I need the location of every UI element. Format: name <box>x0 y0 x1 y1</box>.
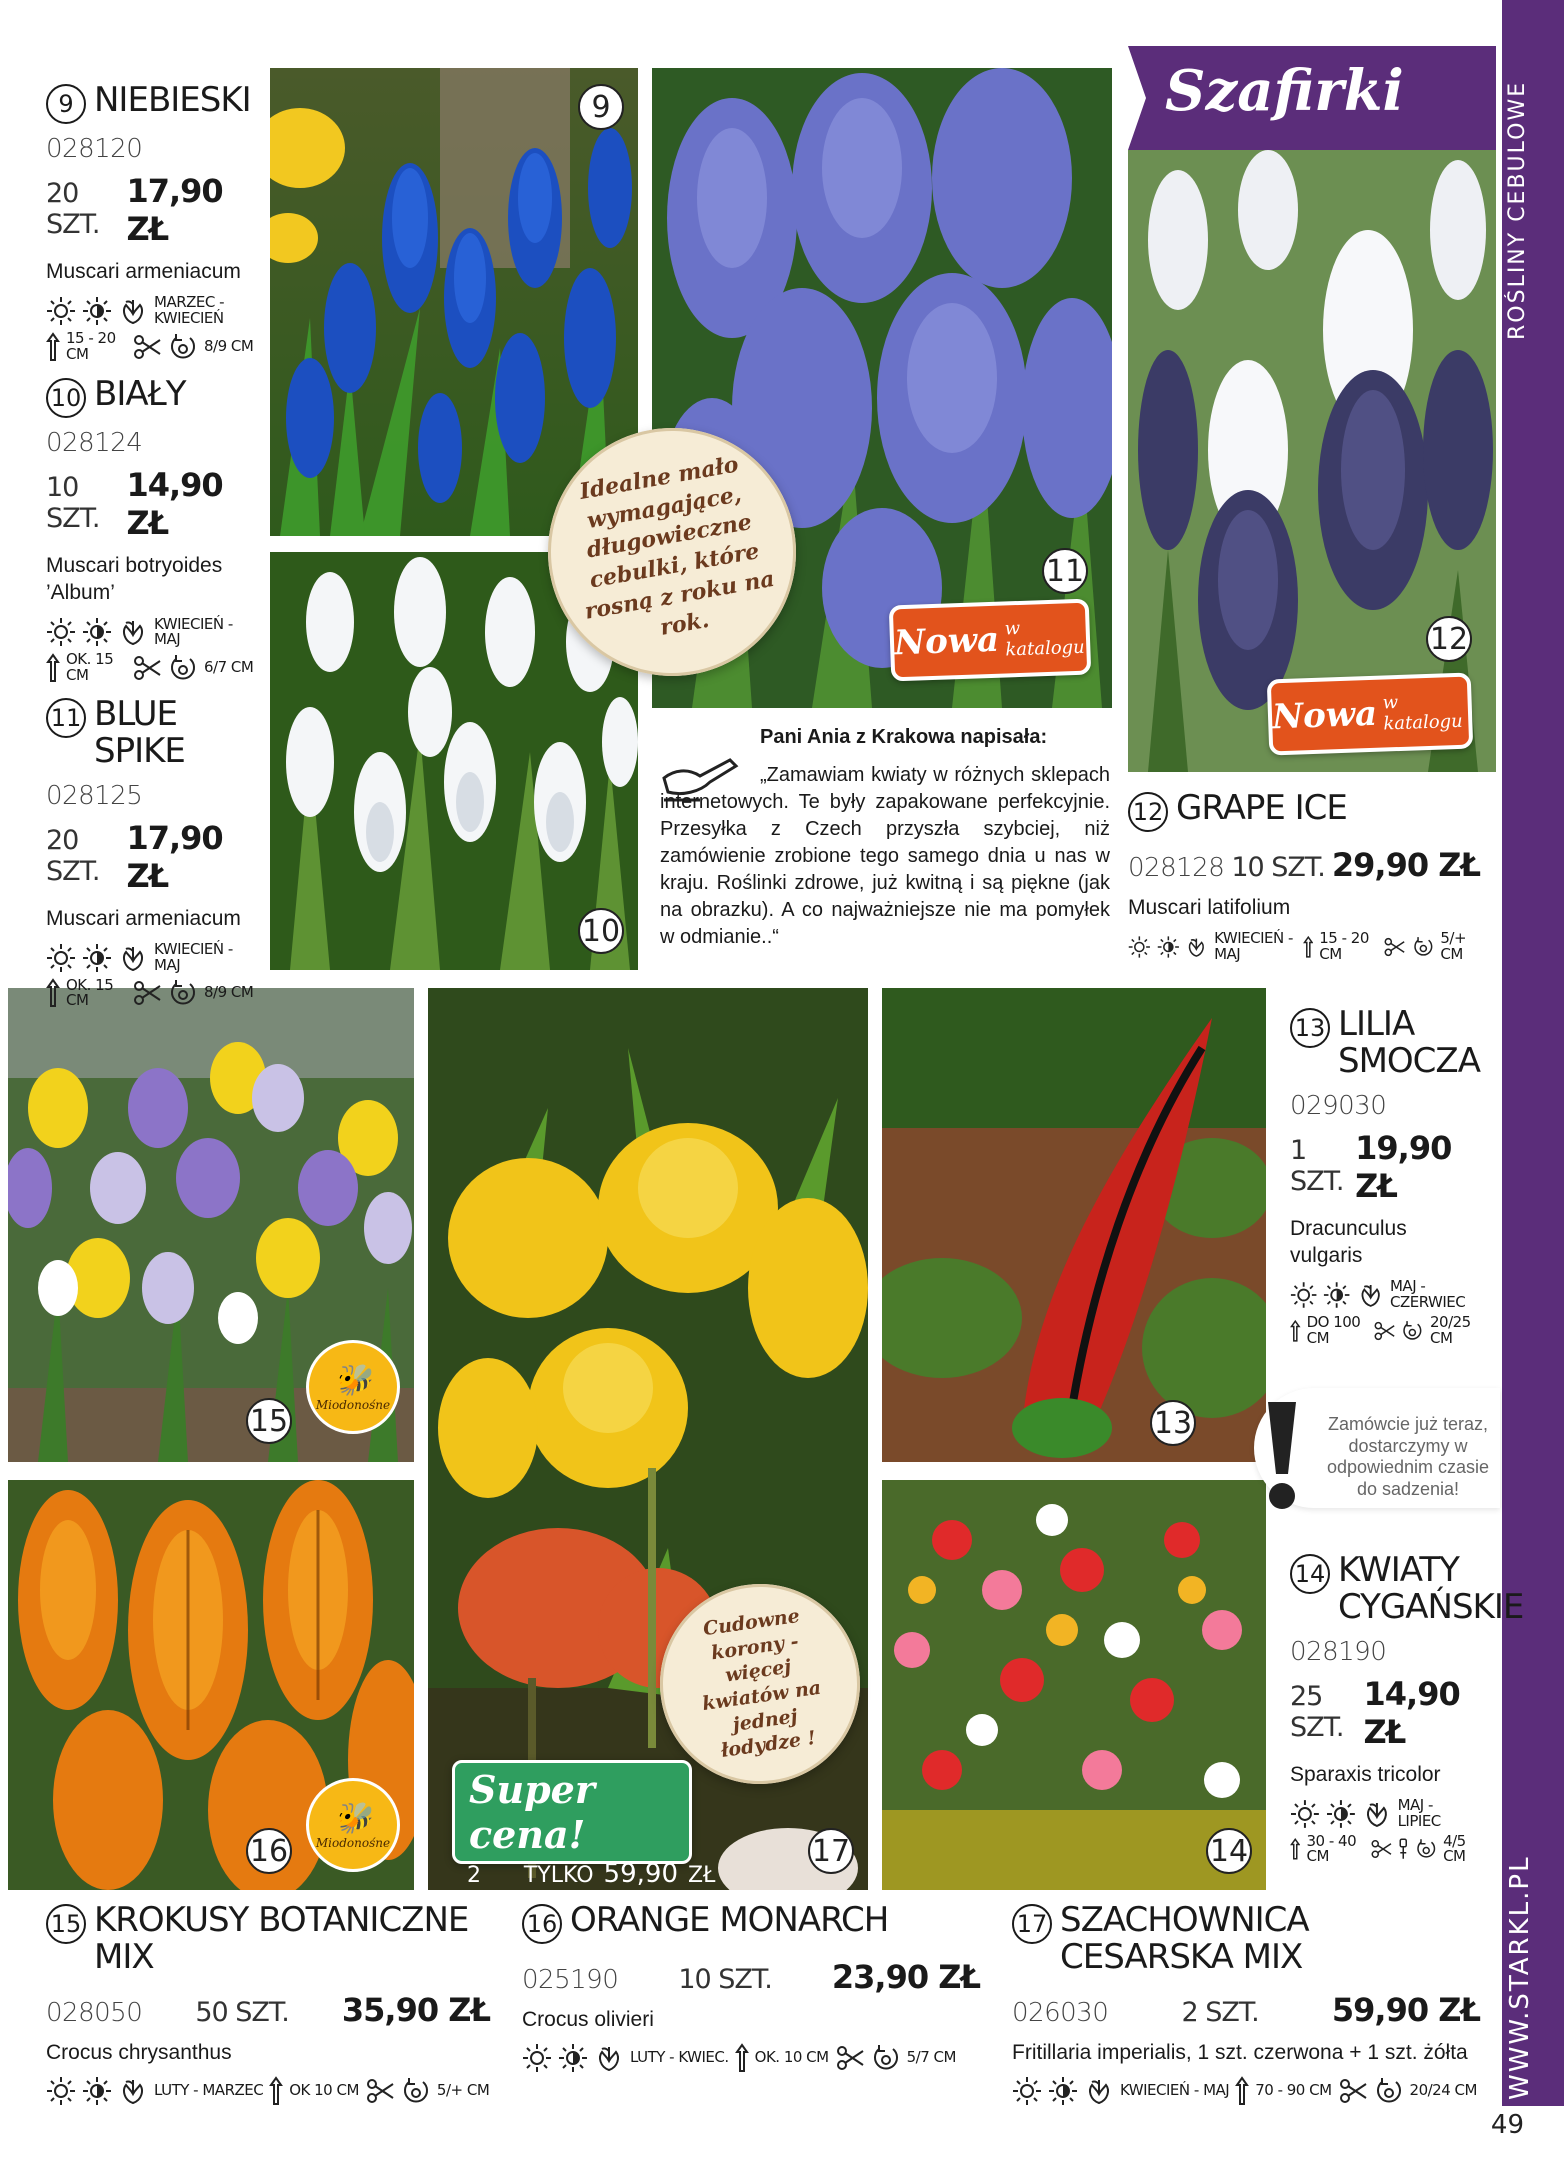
product-block <box>522 1902 980 2073</box>
product-icons <box>46 614 254 649</box>
circumference-icon <box>871 2043 901 2073</box>
scissors-icon <box>835 2043 865 2073</box>
product-price: 35,90 ZŁ <box>341 1990 490 2029</box>
product-code: 029030 <box>1290 1090 1387 1121</box>
super-price-title: Super cena! <box>469 1767 595 1857</box>
product-title <box>46 696 254 771</box>
product-title <box>1290 1006 1480 1081</box>
product-code: 028120 <box>46 134 143 164</box>
page-number: 49 <box>1490 2110 1524 2140</box>
bulb-size: 20/24 CM <box>1409 2081 1477 2100</box>
circumference-icon <box>401 2076 431 2106</box>
photo-number-badge: 9 <box>578 84 624 130</box>
new-badge-small: w katalogu <box>1004 617 1086 661</box>
bulb-size: 4/5 CM <box>1443 1831 1466 1866</box>
product-latin-name: Sparaxis tricolor <box>1290 1762 1441 1786</box>
super-price-box <box>452 1760 716 1913</box>
bloom-period: KWIECIEŃ - MAJ <box>1214 929 1293 964</box>
super-price-label: TYLKO <box>523 1863 594 1888</box>
product-quantity: 20 SZT. <box>46 824 100 887</box>
product-title <box>1128 790 1480 832</box>
product-name: GRAPE ICE <box>1176 788 1347 828</box>
product-icons <box>46 295 254 327</box>
product-quantity: 10 SZT. <box>46 472 100 534</box>
photo-orange-monarch <box>8 1480 414 1890</box>
circumference-icon <box>168 653 198 683</box>
product-icons <box>1290 1831 1480 1866</box>
product-title <box>1012 1902 1480 1977</box>
new-badge-big: Nowa <box>893 619 1000 664</box>
product-latin-name: Crocus olivieri <box>522 2008 654 2031</box>
product-icons <box>1012 2076 1480 2106</box>
product-quantity: 25 SZT. <box>1290 1680 1344 1743</box>
bee-icon: 🐝 <box>334 1800 372 1836</box>
product-latin-name: Muscari botryoides ’Album’ <box>46 554 223 605</box>
product-name: NIEBIESKI <box>94 80 251 120</box>
bulb-size: 8/9 CM <box>204 983 254 1002</box>
bloom-period: KWIECIEŃ - MAJ <box>1120 2081 1230 2100</box>
product-icons <box>1290 1312 1480 1347</box>
circumference-icon <box>1401 1316 1424 1346</box>
quality-stamp: Idealne mało wymagające, długowieczne cebulki, które rosną z roku na rok. <box>528 408 815 695</box>
crown-stamp: Cudowne korony - więcej kwiatów na jednej łodydze ! <box>647 1571 873 1797</box>
product-number: 12 <box>1128 792 1168 832</box>
product-price-row <box>1290 1675 1480 1751</box>
sun-icon <box>46 2076 76 2106</box>
product-number: 11 <box>46 698 86 738</box>
product-block <box>46 82 254 362</box>
product-latin-name: Dracunculus vulgaris <box>1290 1216 1407 1268</box>
product-price: 59,90 ZŁ <box>1331 1990 1480 2029</box>
bee-label: Miodonośne <box>315 1397 391 1412</box>
product-block <box>1290 1006 1480 1346</box>
product-name: KROKUSY BOTANICZNE MIX <box>94 1900 469 1978</box>
exclamation-icon <box>1262 1398 1302 1514</box>
product-price: 23,90 ZŁ <box>831 1958 980 1996</box>
product-quantity: 1 SZT. <box>1290 1134 1344 1197</box>
product-latin-name: Muscari latifolium <box>1128 896 1291 919</box>
sun-icon <box>46 943 76 973</box>
photo-number-badge: 11 <box>1042 548 1088 594</box>
scissors-icon <box>1383 932 1406 962</box>
bloom-period: LUTY - KWIEC. <box>630 2048 729 2067</box>
product-name: KWIATY CYGAŃSKIE <box>1338 1550 1524 1628</box>
sidebar-category: ROŚLINY CEBULOWE <box>1505 80 1530 340</box>
product-price-row <box>1290 1129 1480 1205</box>
product-title <box>522 1902 980 1944</box>
product-block <box>46 1902 490 2106</box>
circumference-icon <box>1412 932 1435 962</box>
photo-krokusy <box>8 988 414 1462</box>
half-shade-icon <box>82 943 112 973</box>
product-price: 14,90 ZŁ <box>126 466 223 542</box>
product-price: 17,90 ZŁ <box>126 818 223 895</box>
circumference-icon <box>1415 1834 1437 1864</box>
bulb-icon <box>118 2076 148 2106</box>
half-shade-icon <box>1326 1799 1356 1829</box>
bulb-icon <box>118 617 148 647</box>
height-icon <box>1235 2076 1249 2106</box>
product-name: ORANGE MONARCH <box>570 1900 889 1940</box>
half-shade-icon <box>1157 932 1180 962</box>
notice-text: Zamówcie już teraz, dostarczymy w odpowiednim czasie do sadzenia! <box>1326 1414 1490 1499</box>
photo-number-badge: 17 <box>808 1828 854 1874</box>
product-quantity: 50 SZT. <box>195 1996 289 2028</box>
product-price: 29,90 ZŁ <box>1331 846 1480 884</box>
product-latin-name: Muscari armeniacum <box>46 260 241 283</box>
product-number: 17 <box>1012 1904 1052 1944</box>
scissors-icon <box>132 978 162 1008</box>
product-latin-name: Fritillaria imperialis, 1 szt. czerwona + 1 szt. żółta <box>1012 2040 1468 2064</box>
product-name: LILIA SMOCZA <box>1338 1004 1480 1082</box>
product-price-row <box>46 172 254 248</box>
product-name: SZACHOWNICA CESARSKA MIX <box>1060 1900 1309 1978</box>
product-icons <box>46 652 254 684</box>
sun-icon <box>46 296 76 326</box>
height-icon <box>46 978 60 1008</box>
product-code: 028128 <box>1128 853 1225 883</box>
product-price-row <box>1012 1991 1480 2029</box>
bulb-icon <box>118 943 148 973</box>
bulb-icon <box>1357 1280 1384 1310</box>
product-code: 028124 <box>46 428 143 458</box>
product-price-row <box>46 819 254 895</box>
circumference-icon <box>168 978 198 1008</box>
product-number: 13 <box>1290 1008 1330 1048</box>
sun-icon <box>1012 2076 1042 2106</box>
product-icons <box>46 942 254 974</box>
height-icon <box>46 653 60 683</box>
product-block <box>1012 1902 1480 2106</box>
bulb-icon <box>1084 2076 1114 2106</box>
bloom-period: MARZEC - KWIECIEŃ <box>154 293 225 328</box>
scissors-icon <box>132 332 162 362</box>
product-icons <box>1128 931 1480 963</box>
product-block <box>46 696 254 1009</box>
bulb-size: 8/9 CM <box>204 336 254 355</box>
plant-height: OK 10 CM <box>289 2081 359 2100</box>
bee-label: Miodonośne <box>315 1835 391 1850</box>
product-latin-name: Crocus chrysanthus <box>46 2040 232 2064</box>
product-block <box>46 376 254 684</box>
height-icon <box>735 2043 749 2073</box>
product-name: BIAŁY <box>94 374 186 414</box>
product-title <box>46 376 254 418</box>
product-price-row <box>46 1991 490 2029</box>
sun-icon <box>1290 1799 1320 1829</box>
bulb-icon <box>1362 1799 1392 1829</box>
bee-badge <box>306 1340 400 1434</box>
product-number: 10 <box>46 378 86 418</box>
height-icon <box>46 332 60 362</box>
super-price-currency: ZŁ <box>687 1863 716 1888</box>
height-icon <box>269 2076 283 2106</box>
bloom-period: LUTY - MARZEC <box>154 2081 264 2100</box>
product-price: 17,90 ZŁ <box>126 172 223 248</box>
super-price-qty: 2 SZT. <box>467 1863 514 1913</box>
product-number: 16 <box>522 1904 562 1944</box>
product-icons <box>1290 1279 1480 1311</box>
product-icons <box>46 328 254 363</box>
product-code: 028190 <box>1290 1636 1387 1667</box>
product-code: 028050 <box>46 1997 143 2028</box>
sidebar-url[interactable]: WWW.STARKL.PL <box>1505 1855 1535 2100</box>
banner-title: Szafirki <box>1165 58 1404 124</box>
product-code: 026030 <box>1012 1997 1109 2028</box>
bloom-period: KWIECIEŃ - MAJ <box>154 614 233 649</box>
scissors-icon <box>1338 2076 1368 2106</box>
product-number: 14 <box>1290 1554 1330 1594</box>
product-block <box>1290 1550 1524 1866</box>
bulb-size: 5/7 CM <box>906 2048 956 2067</box>
plant-height: DO 100 CM <box>1306 1312 1361 1347</box>
bulb-icon <box>118 296 148 326</box>
bulb-size: 20/25 CM <box>1430 1312 1471 1347</box>
bloom-period: MAJ - CZERWIEC <box>1389 1277 1466 1312</box>
product-name: BLUE SPIKE <box>94 694 185 772</box>
product-icons <box>46 2076 490 2106</box>
sun-icon <box>1290 1280 1317 1310</box>
bloom-period: KWIECIEŃ - MAJ <box>154 940 233 974</box>
product-icons <box>522 2043 980 2073</box>
photo-lilia-smocza <box>882 988 1266 1462</box>
photo-number-badge: 16 <box>246 1828 292 1874</box>
product-number: 9 <box>46 84 86 124</box>
sun-icon <box>1128 932 1151 962</box>
bulb-icon <box>1185 932 1208 962</box>
sun-icon <box>46 617 76 647</box>
bulb-size: 5/+ CM <box>436 2081 490 2100</box>
product-code: 028125 <box>46 780 143 811</box>
product-title <box>46 1902 490 1977</box>
product-icons <box>46 975 254 1010</box>
photo-number-badge: 10 <box>578 908 624 954</box>
height-icon <box>1290 1316 1301 1346</box>
new-in-catalog-badge <box>1267 672 1474 755</box>
photo-number-badge: 14 <box>1206 1828 1252 1874</box>
bulb-size: 6/7 CM <box>204 657 254 676</box>
product-quantity: 10 SZT. <box>678 1964 772 1995</box>
super-price-value: 59,90 <box>603 1859 678 1889</box>
scissors-icon <box>365 2076 395 2106</box>
plant-height: 15 - 20 CM <box>1319 929 1369 964</box>
scissors-icon <box>1370 1834 1392 1864</box>
half-shade-icon <box>558 2043 588 2073</box>
bulb-icon <box>594 2043 624 2073</box>
product-price: 14,90 ZŁ <box>1363 1674 1460 1751</box>
product-quantity: 2 SZT. <box>1181 1996 1259 2028</box>
product-price-row <box>522 1958 980 1996</box>
scissors-icon <box>1373 1316 1396 1346</box>
half-shade-icon <box>82 296 112 326</box>
product-latin-name: Muscari armeniacum <box>46 906 241 930</box>
circumference-icon <box>1374 2076 1404 2106</box>
bloom-period: MAJ - LIPIEC <box>1397 1796 1441 1830</box>
product-title <box>46 82 254 124</box>
new-in-catalog-badge <box>889 599 1092 682</box>
product-number: 15 <box>46 1904 86 1944</box>
half-shade-icon <box>82 2076 112 2106</box>
testimonial-text: „Zamawiam kwiaty w różnych sklepach internetowych. Te były zapakowane perfekcyjnie. Przesyłka z Czech przyszła szybciej, niż zamówienie zrobione tego samego dnia u nas w kraju. Roślinki zdrowe, już kwitną i są piękne (jak na obrazku). A co najważniejsze nie ma pomyłek w odmianie..“ <box>660 764 1110 948</box>
plant-height: OK. 15 CM <box>66 650 114 684</box>
product-icons <box>1290 1798 1480 1830</box>
new-badge-big: Nowa <box>1271 693 1378 738</box>
photo-number-badge: 12 <box>1426 616 1472 662</box>
product-price-row <box>1128 846 1480 884</box>
product-price-row <box>46 466 254 542</box>
bee-icon: 🐝 <box>334 1362 372 1398</box>
scissors-icon <box>132 653 162 683</box>
half-shade-icon <box>82 617 112 647</box>
product-block <box>1128 790 1480 963</box>
plant-height: OK. 15 CM <box>66 975 114 1010</box>
product-quantity: 10 SZT. <box>1231 852 1325 883</box>
half-shade-icon <box>1323 1280 1350 1310</box>
product-quantity: 20 SZT. <box>46 178 100 240</box>
testimonial-title: Pani Ania z Krakowa napisała: <box>760 726 1048 748</box>
half-shade-icon <box>1048 2076 1078 2106</box>
plant-height: 30 - 40 CM <box>1306 1831 1357 1866</box>
photo-number-badge: 13 <box>1150 1400 1196 1446</box>
product-code: 025190 <box>522 1965 619 1995</box>
bee-badge <box>306 1778 400 1872</box>
plant-height: 15 - 20 CM <box>66 328 116 363</box>
circumference-icon <box>168 332 198 362</box>
height-icon <box>1290 1834 1300 1864</box>
sun-icon <box>522 2043 552 2073</box>
shovel-icon <box>1398 1834 1408 1864</box>
plant-height: 70 - 90 CM <box>1255 2081 1332 2100</box>
product-price: 19,90 ZŁ <box>1355 1128 1452 1205</box>
new-badge-small: w katalogu <box>1382 692 1464 735</box>
product-title <box>1290 1550 1524 1628</box>
height-icon <box>1303 932 1314 962</box>
photo-number-badge: 15 <box>246 1398 292 1444</box>
bulb-size: 5/+ CM <box>1440 929 1467 964</box>
plant-height: OK. 10 CM <box>754 2048 829 2067</box>
photo-kwiaty-cyganskie <box>882 1480 1266 1890</box>
